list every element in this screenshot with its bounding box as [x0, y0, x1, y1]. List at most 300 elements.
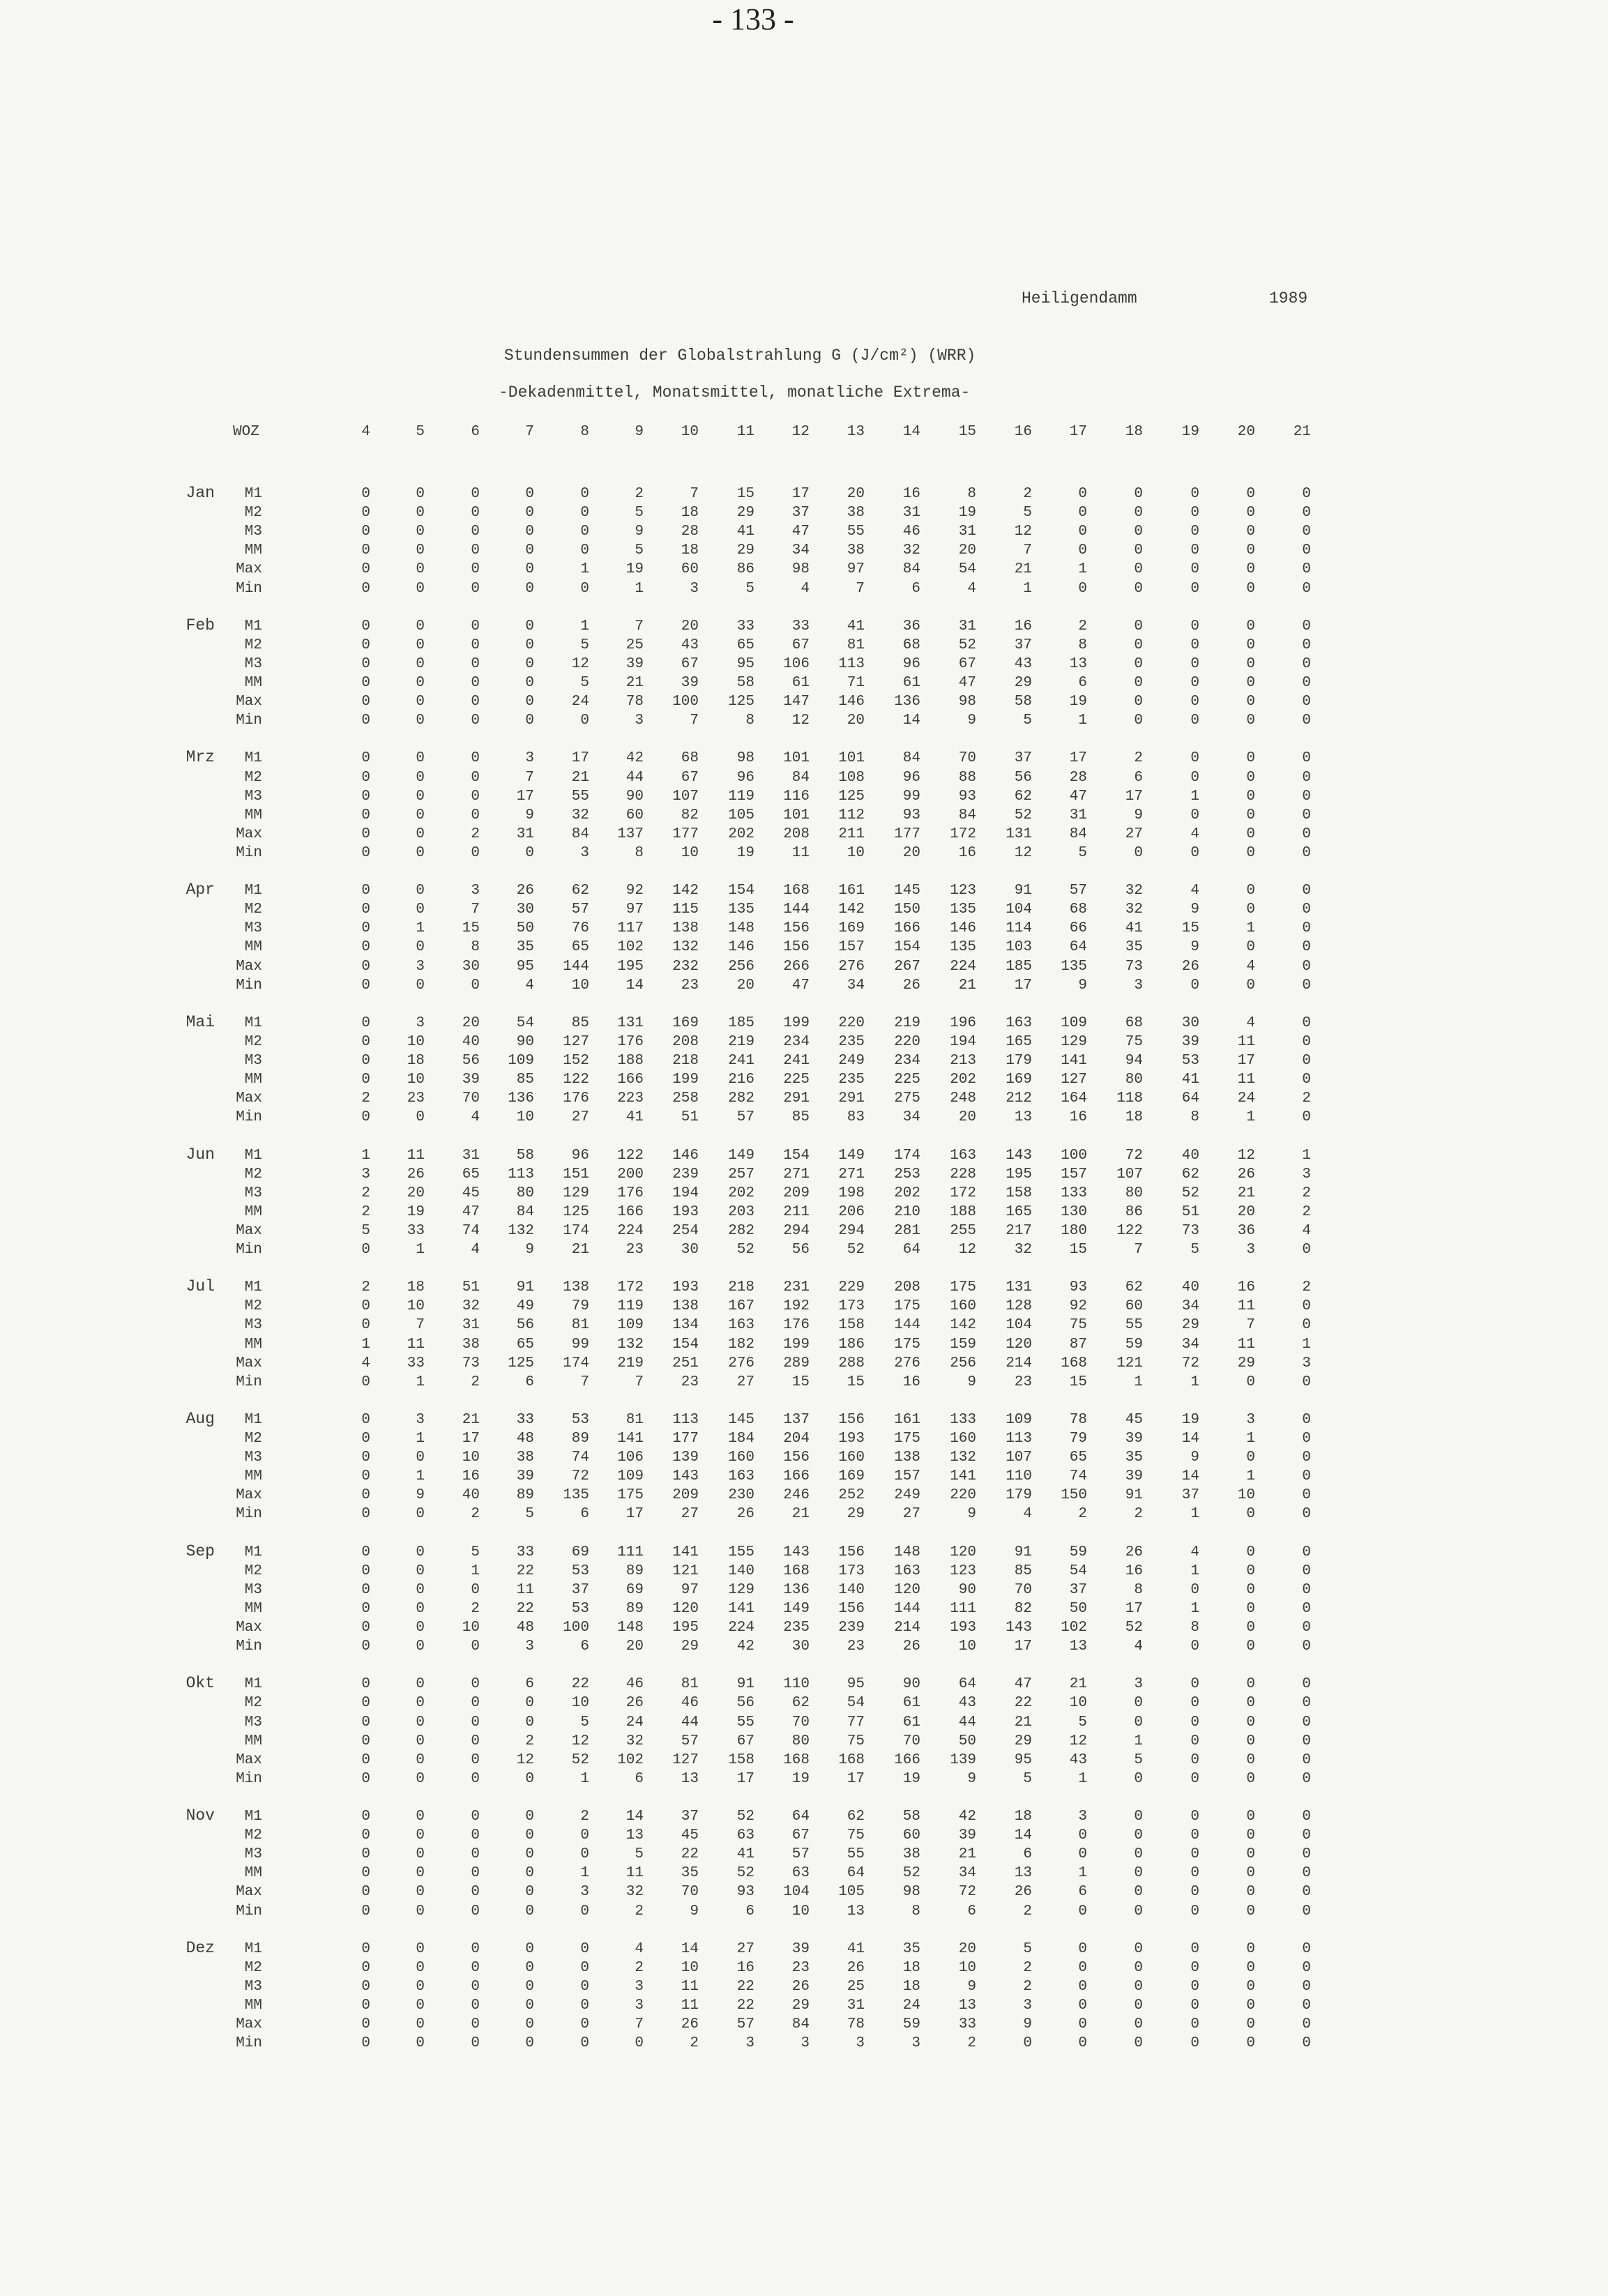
table-cell: 131 — [617, 1014, 644, 1031]
table-cell: 176 — [617, 1185, 644, 1201]
table-cell: 30 — [681, 1242, 699, 1258]
table-cell: 0 — [1246, 844, 1255, 861]
table-cell: 20 — [958, 542, 976, 559]
table-cell: 0 — [580, 1959, 589, 1976]
table-cell: 185 — [1006, 958, 1032, 975]
table-cell: 11 — [1237, 1072, 1255, 1088]
table-cell: 0 — [1246, 1506, 1255, 1523]
table-cell: 18 — [902, 1978, 920, 1995]
table-cell: 14 — [902, 713, 920, 729]
row-label: Min — [236, 1374, 262, 1390]
table-cell: 4 — [1190, 826, 1199, 842]
table-cell: 0 — [416, 655, 425, 672]
table-cell: 0 — [1302, 580, 1311, 597]
table-cell: 77 — [847, 1714, 865, 1731]
table-cell: 3 — [1302, 1355, 1311, 1371]
table-cell: 9 — [1190, 902, 1199, 918]
table-cell: 57 — [791, 1846, 810, 1863]
table-cell: 139 — [950, 1751, 976, 1768]
table-cell: 26 — [1125, 1544, 1143, 1560]
table-cell: 20 — [958, 1109, 976, 1126]
table-cell: 206 — [838, 1203, 865, 1220]
table-cell: 121 — [672, 1563, 699, 1579]
table-cell: 166 — [617, 1203, 644, 1220]
table-cell: 160 — [728, 1450, 754, 1466]
table-cell: 1 — [1246, 920, 1255, 937]
table-cell: 47 — [1014, 1676, 1032, 1693]
table-cell: 249 — [894, 1487, 920, 1504]
table-cell: 0 — [471, 561, 480, 578]
table-cell: 17 — [462, 1431, 480, 1447]
table-cell: 0 — [1302, 1865, 1311, 1882]
table-cell: 13 — [681, 1770, 699, 1787]
table-cell: 225 — [783, 1072, 810, 1088]
table-cell: 0 — [1078, 524, 1087, 540]
table-cell: 0 — [525, 1695, 534, 1712]
table-cell: 40 — [462, 1033, 480, 1050]
table-cell: 56 — [736, 1695, 754, 1712]
table-cell: 175 — [950, 1279, 976, 1296]
table-cell: 7 — [416, 1317, 425, 1334]
table-cell: 0 — [471, 1827, 480, 1844]
table-cell: 56 — [791, 1242, 810, 1258]
table-cell: 0 — [361, 1581, 370, 1598]
table-cell: 195 — [617, 958, 644, 975]
hour-header: 8 — [580, 424, 589, 440]
table-cell: 89 — [625, 1563, 644, 1579]
row-label: M3 — [244, 1317, 262, 1334]
table-cell: 15 — [1069, 1242, 1087, 1258]
table-cell: 16 — [1237, 1279, 1255, 1296]
table-cell: 31 — [1069, 807, 1087, 823]
row-label: Min — [236, 1242, 262, 1258]
table-cell: 0 — [1302, 750, 1311, 767]
table-cell: 0 — [471, 542, 480, 559]
row-label: M2 — [244, 1298, 262, 1315]
table-cell: 0 — [580, 1846, 589, 1863]
table-cell: 0 — [361, 1411, 370, 1428]
table-cell: 0 — [416, 1581, 425, 1598]
table-cell: 113 — [1006, 1431, 1032, 1447]
table-cell: 198 — [838, 1185, 865, 1201]
table-cell: 0 — [416, 1903, 425, 1919]
table-cell: 0 — [416, 505, 425, 522]
row-label: MM — [244, 1733, 262, 1749]
row-label: M1 — [244, 1940, 262, 1957]
table-cell: 0 — [416, 844, 425, 861]
table-cell: 4 — [1023, 1506, 1032, 1523]
table-cell: 23 — [791, 1959, 810, 1976]
table-cell: 0 — [1302, 1751, 1311, 1768]
table-cell: 199 — [783, 1014, 810, 1031]
table-cell: 0 — [1302, 618, 1311, 634]
table-cell: 66 — [1069, 920, 1087, 937]
row-label: M1 — [244, 1411, 262, 1428]
table-cell: 72 — [1125, 1147, 1143, 1164]
table-cell: 30 — [516, 902, 534, 918]
table-cell: 235 — [838, 1033, 865, 1050]
table-cell: 188 — [950, 1203, 976, 1220]
table-cell: 0 — [1246, 1827, 1255, 1844]
table-cell: 132 — [508, 1222, 534, 1239]
table-cell: 9 — [1190, 939, 1199, 956]
table-cell: 0 — [1302, 1676, 1311, 1693]
table-cell: 239 — [838, 1620, 865, 1636]
table-cell: 23 — [625, 1242, 644, 1258]
table-cell: 172 — [617, 1279, 644, 1296]
table-cell: 93 — [1069, 1279, 1087, 1296]
table-cell: 52 — [1125, 1620, 1143, 1636]
table-cell: 0 — [361, 902, 370, 918]
table-cell: 0 — [1246, 713, 1255, 729]
table-cell: 19 — [1069, 694, 1087, 710]
table-cell: 149 — [728, 1147, 754, 1164]
page-number: - 133 - — [712, 2, 794, 36]
table-cell: 0 — [361, 1033, 370, 1050]
table-cell: 102 — [617, 939, 644, 956]
table-cell: 156 — [838, 1411, 865, 1428]
table-cell: 120 — [894, 1581, 920, 1598]
table-cell: 0 — [361, 1544, 370, 1560]
table-cell: 54 — [1069, 1563, 1087, 1579]
table-cell: 34 — [958, 1865, 976, 1882]
table-cell: 0 — [1078, 1846, 1087, 1863]
table-cell: 7 — [580, 1374, 589, 1390]
table-cell: 0 — [1134, 655, 1143, 672]
table-cell: 55 — [571, 788, 589, 805]
table-cell: 0 — [1302, 1903, 1311, 1919]
row-label: Max — [236, 1751, 262, 1768]
table-cell: 0 — [1302, 1072, 1311, 1088]
table-cell: 291 — [783, 1090, 810, 1107]
table-cell: 4 — [1302, 1222, 1311, 1239]
table-cell: 11 — [681, 1978, 699, 1995]
table-cell: 14 — [1181, 1468, 1199, 1485]
table-cell: 28 — [1069, 769, 1087, 786]
table-cell: 3 — [1134, 1676, 1143, 1693]
table-cell: 3 — [525, 1639, 534, 1655]
table-cell: 220 — [950, 1487, 976, 1504]
table-cell: 0 — [361, 1053, 370, 1069]
table-cell: 176 — [783, 1317, 810, 1334]
table-cell: 133 — [950, 1411, 976, 1428]
table-cell: 0 — [1190, 1865, 1199, 1882]
table-cell: 218 — [728, 1279, 754, 1296]
table-cell: 0 — [361, 542, 370, 559]
table-cell: 145 — [894, 883, 920, 899]
table-cell: 0 — [1190, 542, 1199, 559]
table-cell: 0 — [361, 1109, 370, 1126]
table-cell: 92 — [625, 883, 644, 899]
table-cell: 16 — [902, 1374, 920, 1390]
table-cell: 83 — [847, 1109, 865, 1126]
table-cell: 0 — [416, 1450, 425, 1466]
table-cell: 132 — [617, 1336, 644, 1353]
table-cell: 25 — [847, 1978, 865, 1995]
row-label: M3 — [244, 788, 262, 805]
table-cell: 39 — [462, 1072, 480, 1088]
table-cell: 11 — [1237, 1033, 1255, 1050]
table-cell: 0 — [1302, 1695, 1311, 1712]
table-cell: 55 — [736, 1714, 754, 1731]
month-label: Jul — [185, 1277, 215, 1296]
table-cell: 131 — [1006, 1279, 1032, 1296]
table-cell: 0 — [361, 675, 370, 691]
month-label: Nov — [185, 1807, 215, 1825]
table-cell: 12 — [1237, 1147, 1255, 1164]
table-cell: 38 — [847, 542, 865, 559]
table-cell: 22 — [571, 1676, 589, 1693]
table-cell: 0 — [361, 618, 370, 634]
table-cell: 0 — [1134, 1714, 1143, 1731]
table-cell: 29 — [1237, 1355, 1255, 1371]
table-cell: 2 — [1023, 486, 1032, 502]
table-cell: 123 — [950, 1563, 976, 1579]
table-cell: 3 — [1246, 1242, 1255, 1258]
table-cell: 1 — [1190, 1506, 1199, 1523]
table-cell: 4 — [1190, 1544, 1199, 1560]
table-cell: 85 — [1014, 1563, 1032, 1579]
table-cell: 196 — [950, 1014, 976, 1031]
table-cell: 109 — [617, 1317, 644, 1334]
table-cell: 15 — [847, 1374, 865, 1390]
table-cell: 24 — [1237, 1090, 1255, 1107]
table-cell: 41 — [625, 1109, 644, 1126]
row-label: Max — [236, 1487, 262, 1504]
table-cell: 168 — [1061, 1355, 1087, 1371]
table-cell: 0 — [361, 2016, 370, 2033]
table-cell: 202 — [894, 1185, 920, 1201]
table-cell: 29 — [736, 505, 754, 522]
table-cell: 0 — [1302, 1884, 1311, 1901]
table-cell: 3 — [580, 844, 589, 861]
table-cell: 55 — [1125, 1317, 1143, 1334]
table-cell: 0 — [1190, 618, 1199, 634]
table-cell: 122 — [1116, 1222, 1143, 1239]
table-cell: 64 — [1069, 939, 1087, 956]
table-cell: 122 — [563, 1072, 589, 1088]
table-cell: 41 — [1181, 1072, 1199, 1088]
table-cell: 27 — [1125, 826, 1143, 842]
table-cell: 5 — [525, 1506, 534, 1523]
table-cell: 0 — [471, 486, 480, 502]
table-cell: 168 — [783, 1563, 810, 1579]
table-cell: 0 — [525, 675, 534, 691]
table-cell: 0 — [580, 1827, 589, 1844]
table-cell: 239 — [672, 1166, 699, 1183]
table-cell: 20 — [1237, 1203, 1255, 1220]
table-cell: 7 — [856, 580, 865, 597]
row-label: M1 — [244, 1676, 262, 1693]
table-cell: 0 — [525, 542, 534, 559]
table-cell: 0 — [1302, 505, 1311, 522]
table-cell: 203 — [728, 1203, 754, 1220]
table-cell: 32 — [462, 1298, 480, 1315]
table-cell: 0 — [1246, 1884, 1255, 1901]
table-cell: 52 — [1181, 1185, 1199, 1201]
table-cell: 0 — [1134, 580, 1143, 597]
table-cell: 61 — [791, 675, 810, 691]
table-cell: 0 — [1302, 1411, 1311, 1428]
table-cell: 214 — [894, 1620, 920, 1636]
table-cell: 0 — [1302, 542, 1311, 559]
table-cell: 120 — [672, 1600, 699, 1617]
table-cell: 104 — [783, 1884, 810, 1901]
table-cell: 90 — [625, 788, 644, 805]
table-cell: 0 — [525, 694, 534, 710]
table-cell: 48 — [516, 1431, 534, 1447]
table-cell: 18 — [902, 1959, 920, 1976]
table-cell: 26 — [902, 977, 920, 994]
table-cell: 167 — [728, 1298, 754, 1315]
table-cell: 37 — [1069, 1581, 1087, 1598]
table-cell: 173 — [838, 1298, 865, 1315]
table-cell: 0 — [1302, 1317, 1311, 1334]
table-cell: 9 — [1023, 2016, 1032, 2033]
table-cell: 53 — [571, 1411, 589, 1428]
table-cell: 17 — [1125, 788, 1143, 805]
table-cell: 0 — [1134, 1809, 1143, 1825]
table-cell: 1 — [1246, 1431, 1255, 1447]
table-cell: 0 — [1134, 1978, 1143, 1995]
hour-header: 11 — [736, 424, 754, 440]
table-cell: 0 — [525, 561, 534, 578]
table-cell: 0 — [416, 1563, 425, 1579]
table-cell: 12 — [1014, 844, 1032, 861]
table-cell: 254 — [672, 1222, 699, 1239]
table-cell: 0 — [1078, 1978, 1087, 1995]
table-cell: 211 — [783, 1203, 810, 1220]
table-cell: 56 — [1014, 769, 1032, 786]
month-label: Jan — [185, 484, 215, 502]
table-cell: 0 — [1246, 1940, 1255, 1957]
table-cell: 2 — [1302, 1185, 1311, 1201]
table-cell: 0 — [525, 1940, 534, 1957]
table-cell: 54 — [958, 561, 976, 578]
table-cell: 0 — [525, 618, 534, 634]
row-label: M2 — [244, 1695, 262, 1712]
table-cell: 8 — [911, 1903, 920, 1919]
table-cell: 133 — [1061, 1185, 1087, 1201]
table-cell: 60 — [681, 561, 699, 578]
table-cell: 65 — [736, 637, 754, 653]
table-cell: 0 — [1134, 1827, 1143, 1844]
table-cell: 119 — [617, 1298, 644, 1315]
month-label: Apr — [185, 881, 215, 899]
table-cell: 22 — [1014, 1695, 1032, 1712]
table-cell: 140 — [728, 1563, 754, 1579]
table-cell: 127 — [563, 1033, 589, 1050]
table-cell: 169 — [838, 920, 865, 937]
table-cell: 4 — [525, 977, 534, 994]
table-cell: 0 — [525, 1998, 534, 2014]
table-cell: 19 — [407, 1203, 425, 1220]
table-cell: 98 — [958, 694, 976, 710]
table-cell: 0 — [1190, 1998, 1199, 2014]
row-label: MM — [244, 1998, 262, 2014]
table-cell: 209 — [672, 1487, 699, 1504]
table-cell: 98 — [791, 561, 810, 578]
table-cell: 271 — [838, 1166, 865, 1183]
table-cell: 31 — [902, 505, 920, 522]
table-cell: 98 — [736, 750, 754, 767]
table-cell: 0 — [1246, 1581, 1255, 1598]
table-cell: 80 — [516, 1185, 534, 1201]
table-cell: 14 — [625, 977, 644, 994]
table-cell: 2 — [1023, 1903, 1032, 1919]
table-cell: 50 — [958, 1733, 976, 1749]
table-cell: 0 — [1246, 1676, 1255, 1693]
table-cell: 0 — [1302, 486, 1311, 502]
table-cell: 1 — [580, 1865, 589, 1882]
table-cell: 267 — [894, 958, 920, 975]
table-cell: 3 — [911, 2035, 920, 2052]
table-cell: 103 — [1006, 939, 1032, 956]
row-label: M1 — [244, 486, 262, 502]
table-cell: 100 — [563, 1620, 589, 1636]
woz-label: WOZ — [233, 424, 259, 440]
table-cell: 219 — [617, 1355, 644, 1371]
table-cell: 78 — [1069, 1411, 1087, 1428]
table-cell: 13 — [847, 1903, 865, 1919]
table-cell: 0 — [471, 713, 480, 729]
table-cell: 0 — [361, 637, 370, 653]
table-cell: 0 — [1134, 2016, 1143, 2033]
table-cell: 0 — [361, 958, 370, 975]
table-cell: 0 — [416, 826, 425, 842]
table-cell: 5 — [580, 1714, 589, 1731]
table-cell: 65 — [571, 939, 589, 956]
table-cell: 252 — [838, 1487, 865, 1504]
table-cell: 220 — [838, 1014, 865, 1031]
table-cell: 0 — [1134, 2035, 1143, 2052]
table-cell: 27 — [681, 1506, 699, 1523]
table-cell: 41 — [736, 1846, 754, 1863]
table-cell: 0 — [1302, 1600, 1311, 1617]
table-cell: 0 — [1246, 694, 1255, 710]
table-cell: 70 — [791, 1714, 810, 1731]
table-cell: 251 — [672, 1355, 699, 1371]
table-cell: 9 — [525, 807, 534, 823]
table-cell: 98 — [902, 1884, 920, 1901]
row-label: Max — [236, 1620, 262, 1636]
table-cell: 0 — [361, 788, 370, 805]
table-cell: 79 — [571, 1298, 589, 1315]
table-cell: 136 — [894, 694, 920, 710]
table-cell: 0 — [416, 1998, 425, 2014]
table-cell: 0 — [361, 1978, 370, 1995]
table-cell: 19 — [1181, 1411, 1199, 1428]
row-label: M3 — [244, 1450, 262, 1466]
table-cell: 0 — [580, 524, 589, 540]
table-cell: 14 — [681, 1940, 699, 1957]
table-cell: 0 — [1190, 675, 1199, 691]
table-cell: 138 — [563, 1279, 589, 1296]
table-cell: 22 — [681, 1846, 699, 1863]
table-cell: 17 — [625, 1506, 644, 1523]
table-cell: 2 — [635, 1959, 644, 1976]
table-cell: 175 — [894, 1298, 920, 1315]
table-cell: 16 — [1069, 1109, 1087, 1126]
table-cell: 75 — [847, 1827, 865, 1844]
table-cell: 1 — [1302, 1147, 1311, 1164]
table-cell: 79 — [1069, 1431, 1087, 1447]
table-cell: 0 — [1302, 713, 1311, 729]
table-cell: 0 — [525, 2035, 534, 2052]
table-cell: 33 — [736, 618, 754, 634]
table-cell: 85 — [791, 1109, 810, 1126]
table-cell: 0 — [361, 2035, 370, 2052]
